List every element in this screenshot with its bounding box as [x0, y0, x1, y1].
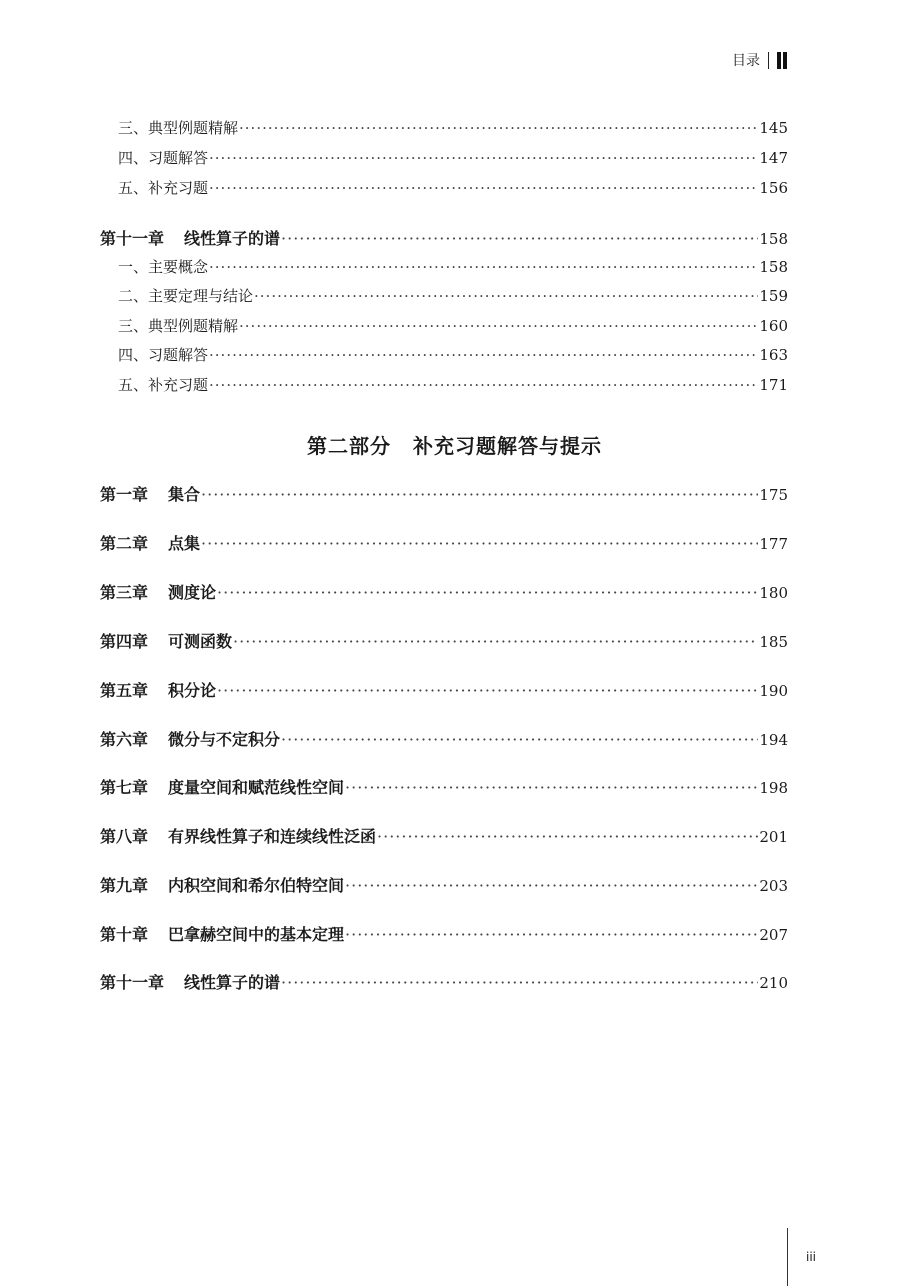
chapter-title: 线性算子的谱: [184, 229, 281, 248]
dot-leader: [345, 925, 758, 944]
part-number: 第二部分: [307, 434, 391, 458]
toc-entry-page: 198: [759, 779, 788, 797]
chapter-title: 度量空间和赋范线性空间: [168, 778, 345, 797]
chapter-number: 第九章: [100, 876, 149, 895]
chapter-number: 第一章: [100, 485, 149, 504]
dot-leader: [209, 346, 758, 364]
toc-entry[interactable]: [118, 344, 788, 366]
dot-leader: [209, 179, 758, 197]
chapter-number: 第十一章: [100, 973, 165, 992]
header-title: 目录: [732, 53, 760, 69]
chapter-number: 第三章: [100, 583, 149, 602]
page-number: iii: [806, 1250, 817, 1264]
toc-entry-page: 158: [759, 258, 788, 276]
chapter-number: 第七章: [100, 778, 149, 797]
toc-entry-page: 159: [759, 287, 788, 305]
dot-leader: [209, 376, 758, 394]
chapter-title: 点集: [168, 534, 201, 553]
toc-chapter-entry[interactable]: [100, 922, 788, 944]
toc-chapter-entry[interactable]: [100, 970, 788, 992]
toc-entry-page: 190: [759, 682, 788, 700]
toc-entry-page: 180: [759, 584, 788, 602]
toc-entry-page: 145: [759, 119, 788, 137]
toc-chapter-entry[interactable]: [100, 226, 788, 248]
toc-entry-page: 194: [759, 731, 788, 749]
toc-entry-page: 160: [759, 317, 788, 335]
toc-entry[interactable]: [118, 374, 788, 396]
toc-chapter-entry[interactable]: [100, 531, 788, 553]
toc-chapter-entry[interactable]: [100, 678, 788, 700]
footer-rule: [787, 1228, 788, 1286]
chapter-title: 可测函数: [168, 632, 233, 651]
header-bars-icon: [777, 52, 787, 69]
chapter-title: 集合: [168, 485, 201, 504]
toc-chapter-entry[interactable]: [100, 580, 788, 602]
toc-chapter-entry[interactable]: [100, 775, 788, 797]
dot-leader: [281, 730, 758, 749]
dot-leader: [345, 778, 758, 797]
dot-leader: [217, 681, 758, 700]
chapter-title: 内积空间和希尔伯特空间: [168, 876, 345, 895]
dot-leader: [217, 583, 758, 602]
dot-leader: [281, 973, 758, 992]
toc-entry[interactable]: [118, 285, 788, 307]
toc-chapter-entry[interactable]: [100, 727, 788, 749]
chapter-title: 微分与不定积分: [168, 730, 281, 749]
running-header: [732, 50, 787, 70]
chapter-number: 第十一章: [100, 229, 165, 248]
chapter-title: 线性算子的谱: [184, 973, 281, 992]
toc-entry-page: 156: [759, 179, 788, 197]
header-rule: [768, 52, 769, 69]
toc-entry-page: 207: [759, 926, 788, 944]
toc-entry-page: 185: [759, 633, 788, 651]
toc-entry[interactable]: [118, 315, 788, 337]
dot-leader: [254, 287, 758, 305]
chapter-number: 第八章: [100, 827, 149, 846]
part-title: [0, 430, 909, 459]
chapter-title: 巴拿赫空间中的基本定理: [168, 925, 345, 944]
toc-entry-page: 158: [759, 230, 788, 248]
toc-entry[interactable]: [118, 256, 788, 278]
dot-leader: [239, 317, 758, 335]
dot-leader: [209, 149, 758, 167]
toc-entry-label: 一、主要概念: [118, 258, 209, 276]
chapter-number: 第四章: [100, 632, 149, 651]
chapter-number: 第二章: [100, 534, 149, 553]
toc-entry-label: 五、补充习题: [118, 179, 209, 197]
chapter-number: 第六章: [100, 730, 149, 749]
dot-leader: [201, 534, 758, 553]
toc-entry-label: 五、补充习题: [118, 376, 209, 394]
toc-entry-label: 三、典型例题精解: [118, 317, 239, 335]
toc-entry-page: 177: [759, 535, 788, 553]
toc-entry-page: 175: [759, 486, 788, 504]
part-title-text: 补充习题解答与提示: [413, 434, 602, 458]
toc-entry-page: 203: [759, 877, 788, 895]
chapter-title: 测度论: [168, 583, 217, 602]
dot-leader: [239, 119, 758, 137]
dot-leader: [233, 632, 758, 651]
dot-leader: [201, 485, 758, 504]
dot-leader: [209, 258, 758, 276]
toc-chapter-entry[interactable]: [100, 482, 788, 504]
dot-leader: [377, 827, 758, 846]
toc-entry-label: 三、典型例题精解: [118, 119, 239, 137]
toc-entry-label: 四、习题解答: [118, 149, 209, 167]
toc-entry-page: 163: [759, 346, 788, 364]
toc-entry[interactable]: [118, 177, 788, 199]
toc-chapter-entry[interactable]: [100, 824, 788, 846]
chapter-number: 第十章: [100, 925, 149, 944]
toc-chapter-entry[interactable]: [100, 629, 788, 651]
toc-entry[interactable]: [118, 117, 788, 139]
toc-entry-label: 二、主要定理与结论: [118, 287, 254, 305]
toc-chapter-entry[interactable]: [100, 873, 788, 895]
toc-entry-page: 147: [759, 149, 788, 167]
dot-leader: [345, 876, 758, 895]
toc-entry-page: 210: [759, 974, 788, 992]
toc-entry[interactable]: [118, 147, 788, 169]
chapter-number: 第五章: [100, 681, 149, 700]
chapter-title: 积分论: [168, 681, 217, 700]
toc-entry-page: 201: [759, 828, 788, 846]
toc-entry-label: 四、习题解答: [118, 346, 209, 364]
chapter-title: 有界线性算子和连续线性泛函: [168, 827, 377, 846]
toc-entry-page: 171: [759, 376, 788, 394]
dot-leader: [281, 229, 758, 248]
